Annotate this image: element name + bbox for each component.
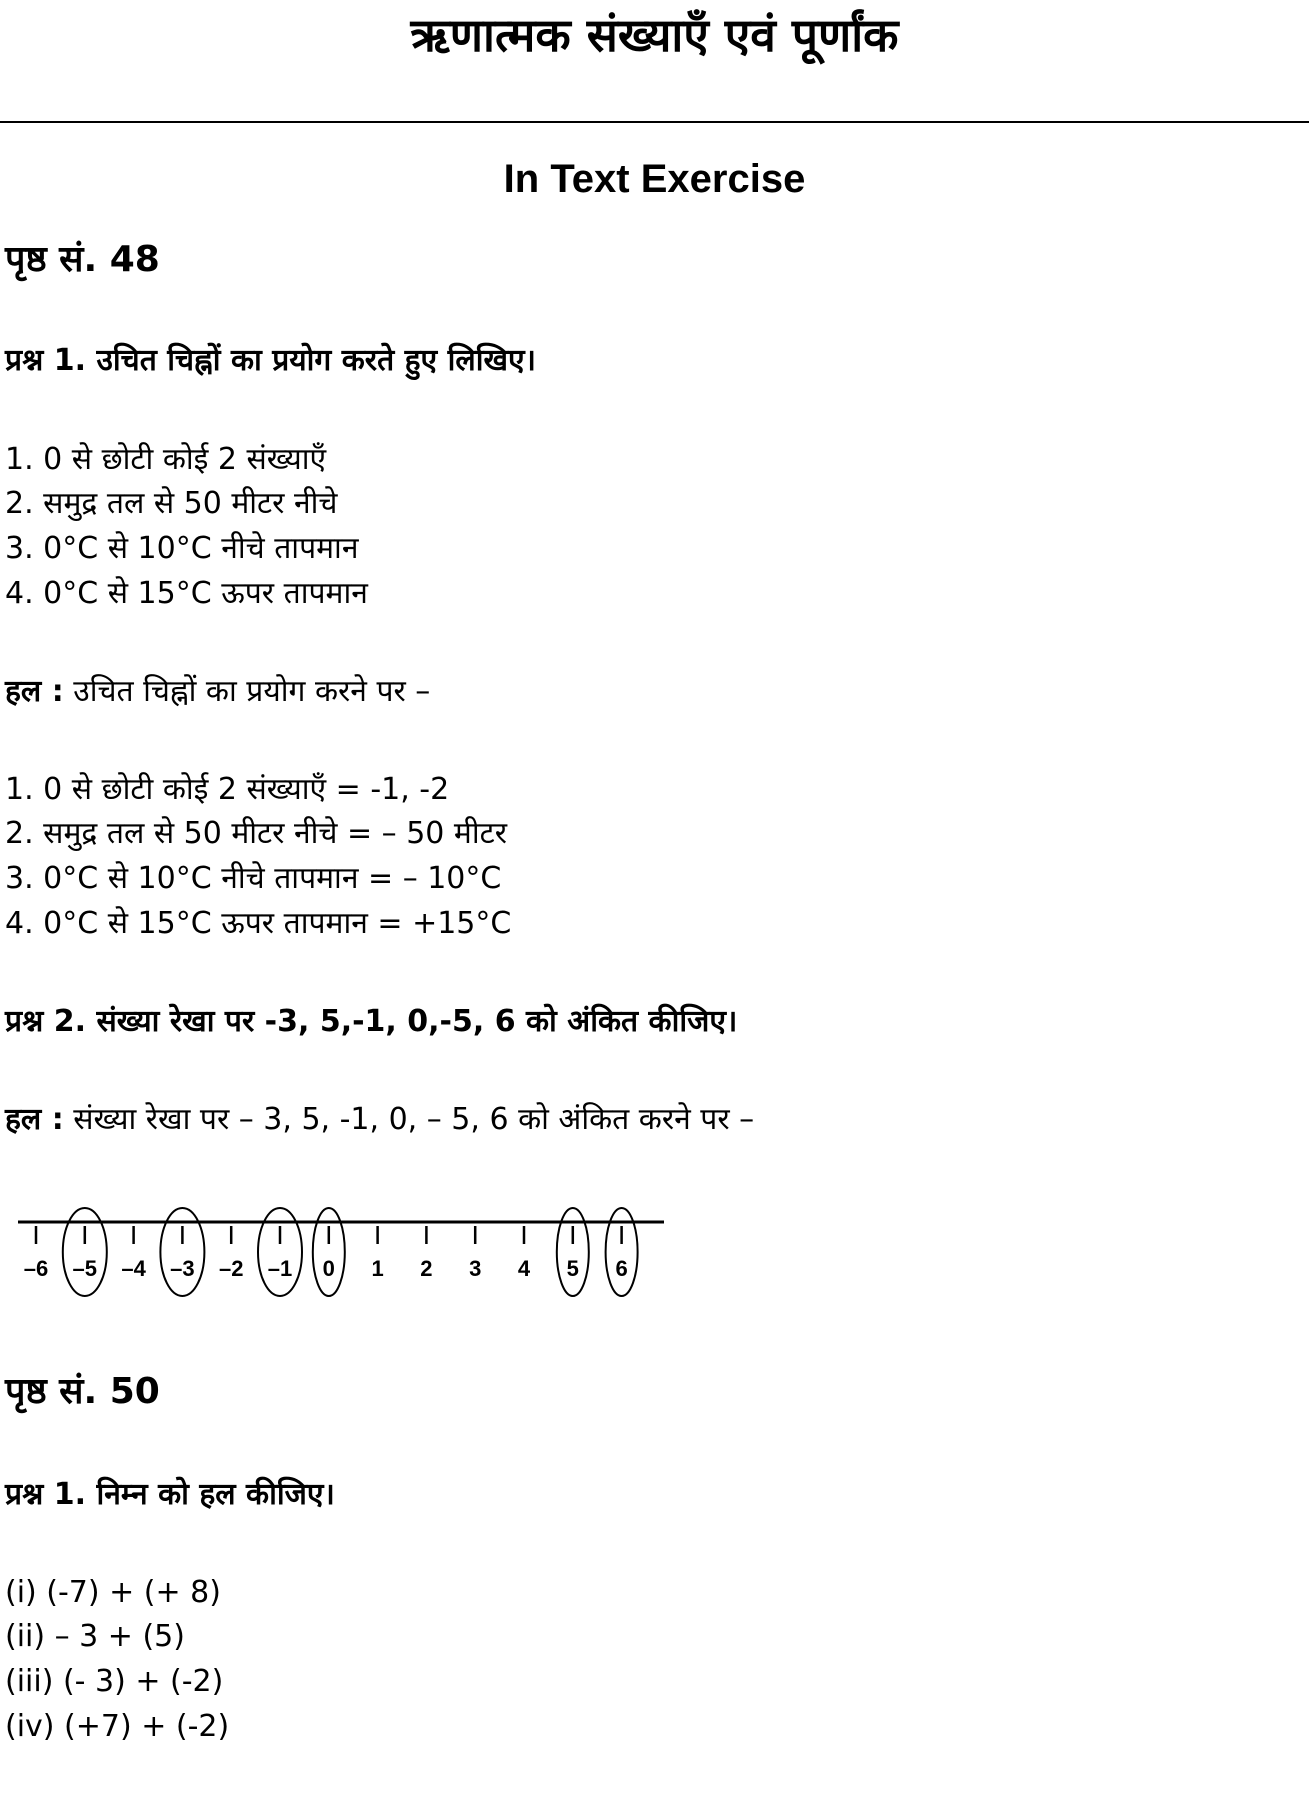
question-1: प्रश्न 1. उचित चिह्नों का प्रयोग करते हुए लिखिए।	[5, 343, 536, 378]
number-line-label: 1	[371, 1256, 384, 1281]
list-item: (ii) – 3 + (5)	[5, 1619, 185, 1654]
list-item: 1. 0 से छोटी कोई 2 संख्याएँ	[5, 442, 327, 477]
list-item: 4. 0°C से 15°C ऊपर तापमान	[5, 576, 368, 611]
solution-1	[5, 670, 430, 714]
page-number-50: पृष्ठ सं. 50	[5, 1371, 160, 1412]
question-2: प्रश्न 2. संख्या रेखा पर -3, 5,-1, 0,-5, 6 को अंकित कीजिए।	[5, 1004, 738, 1039]
exercise-heading: In Text Exercise	[503, 157, 806, 201]
number-line	[14, 1192, 674, 1312]
title-divider	[0, 121, 1309, 123]
list-item: (iii) (- 3) + (-2)	[5, 1664, 224, 1699]
number-line-label: 5	[566, 1256, 579, 1281]
number-line-label: –1	[267, 1256, 293, 1281]
answer-item: 2. समुद्र तल से 50 मीटर नीचे = – 50 मीटर	[5, 816, 508, 851]
solution-label: हल :	[5, 674, 64, 709]
number-line-label: 3	[469, 1256, 482, 1281]
list-item: (iv) (+7) + (-2)	[5, 1709, 230, 1744]
number-line-label: 0	[322, 1256, 335, 1281]
list-item: 3. 0°C से 10°C नीचे तापमान	[5, 531, 359, 566]
question-1: प्रश्न 1. निम्न को हल कीजिए।	[5, 1477, 335, 1512]
number-line-label: –3	[170, 1256, 195, 1281]
number-line-label: –2	[218, 1256, 244, 1281]
answer-item: 1. 0 से छोटी कोई 2 संख्याएँ = -1, -2	[5, 772, 450, 807]
solution-text: उचित चिह्नों का प्रयोग करने पर –	[63, 674, 431, 709]
number-line-label: 4	[517, 1256, 531, 1281]
list-item: 2. समुद्र तल से 50 मीटर नीचे	[5, 486, 338, 521]
page-title: ऋणात्मक संख्याएँ एवं पूर्णांक	[410, 8, 899, 62]
number-line-label: –6	[23, 1256, 49, 1281]
solution-text: संख्या रेखा पर – 3, 5, -1, 0, – 5, 6 को अंकित करने पर –	[63, 1102, 755, 1137]
solution-2	[5, 1098, 754, 1142]
number-line-label: 2	[420, 1256, 433, 1281]
answer-item: 3. 0°C से 10°C नीचे तापमान = – 10°C	[5, 861, 502, 896]
solution-label: हल :	[5, 1102, 64, 1137]
page-number-48: पृष्ठ सं. 48	[5, 239, 160, 280]
number-line-label: –4	[121, 1256, 146, 1281]
number-line-label: 6	[615, 1256, 628, 1281]
answer-item: 4. 0°C से 15°C ऊपर तापमान = +15°C	[5, 906, 512, 941]
list-item: (i) (-7) + (+ 8)	[5, 1575, 221, 1610]
number-line-label: –5	[72, 1256, 98, 1281]
